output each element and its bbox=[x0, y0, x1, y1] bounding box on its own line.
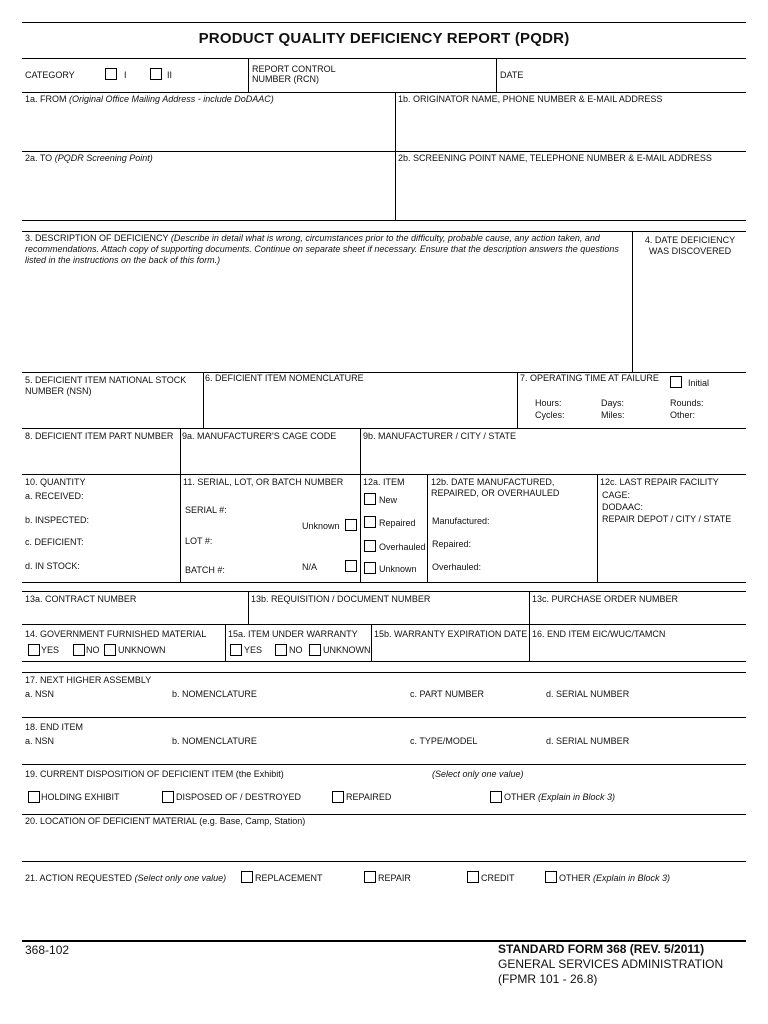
block-1a-note: (Original Office Mailing Address - include DoDAAC) bbox=[69, 94, 274, 104]
gfm-yes-checkbox[interactable] bbox=[28, 644, 40, 656]
block-5-line1: 5. DEFICIENT ITEM NATIONAL STOCK bbox=[25, 375, 187, 385]
replacement-checkbox[interactable] bbox=[241, 871, 253, 883]
rule bbox=[22, 861, 746, 862]
block-13a-label: 13a. CONTRACT NUMBER bbox=[25, 594, 137, 604]
block-4-line2: WAS DISCOVERED bbox=[648, 246, 732, 256]
block-13b-label: 13b. REQUISITION / DOCUMENT NUMBER bbox=[251, 594, 431, 604]
block-10-label: 10. QUANTITY bbox=[25, 477, 86, 487]
warranty-yes-label: YES bbox=[244, 645, 263, 655]
manufacturer-field[interactable] bbox=[363, 443, 743, 472]
initial-checkbox[interactable] bbox=[670, 376, 682, 388]
holding-exhibit-label: HOLDING EXHIBIT bbox=[41, 792, 120, 802]
divider bbox=[203, 372, 204, 428]
in-stock-label: d. IN STOCK: bbox=[25, 561, 80, 571]
date-label: DATE bbox=[500, 70, 524, 80]
divider bbox=[395, 92, 396, 220]
disposition-other-label bbox=[504, 792, 615, 803]
contract-number-field[interactable] bbox=[24, 606, 245, 622]
end-item-nsn-label: a. NSN bbox=[25, 736, 55, 746]
divider bbox=[248, 58, 249, 92]
block-6-label: 6. DEFICIENT ITEM NOMENCLATURE bbox=[205, 373, 364, 383]
date-field[interactable] bbox=[530, 60, 740, 90]
block-4-label bbox=[634, 235, 746, 257]
action-other-text: OTHER bbox=[559, 873, 591, 883]
gfm-yes-label: YES bbox=[41, 645, 60, 655]
nha-serial-number-label: d. SERIAL NUMBER bbox=[546, 689, 630, 699]
block-1a-label bbox=[25, 94, 274, 105]
warranty-no-label: NO bbox=[289, 645, 303, 655]
rcn-label-line2: NUMBER (RCN) bbox=[252, 74, 319, 84]
agency-name: GENERAL SERVICES ADMINISTRATION bbox=[498, 957, 724, 971]
credit-checkbox[interactable] bbox=[467, 871, 479, 883]
block-20-label: 20. LOCATION OF DEFICIENT MATERIAL (e.g. Base, Camp, Station) bbox=[25, 816, 306, 826]
deficient-label: c. DEFICIENT: bbox=[25, 537, 84, 547]
block-2a-label bbox=[25, 153, 153, 164]
rule bbox=[22, 151, 746, 152]
category-i-checkbox[interactable] bbox=[105, 68, 117, 80]
block-4-line1: 4. DATE DEFICIENCY bbox=[644, 235, 736, 245]
item-unknown-label: Unknown bbox=[379, 564, 417, 574]
block-21-label bbox=[25, 873, 226, 884]
category-ii-checkbox[interactable] bbox=[150, 68, 162, 80]
screening-point-field[interactable] bbox=[398, 165, 744, 218]
rcn-field[interactable] bbox=[340, 60, 490, 90]
block-9b-label: 9b. MANUFACTURER / CITY / STATE bbox=[363, 431, 517, 441]
form-code: 368-102 bbox=[25, 943, 70, 957]
item-repaired-label: Repaired bbox=[379, 518, 416, 528]
to-screening-field[interactable] bbox=[24, 165, 392, 218]
rounds-label: Rounds: bbox=[670, 398, 704, 408]
rule bbox=[22, 591, 746, 592]
divider bbox=[180, 428, 181, 582]
block-13c-label: 13c. PURCHASE ORDER NUMBER bbox=[532, 594, 679, 604]
block-3-note: (Describe in detail what is wrong, circumstances prior to the difficulty, probable cause, any action taken, and recommendations. Attach copy of supporting documents. Continue on separate sheet if necessary. Ensure that the description answers the questions listed in the instructions on the back of this form.) bbox=[25, 233, 619, 265]
divider bbox=[597, 474, 598, 582]
rule bbox=[22, 231, 746, 232]
serial-unknown-label: Unknown bbox=[302, 521, 340, 531]
block-2a-title: 2a. TO bbox=[25, 153, 53, 163]
block-19-select-note: (Select only one value) bbox=[432, 769, 524, 779]
nha-nomenclature-label: b. NOMENCLATURE bbox=[172, 689, 257, 699]
rcn-label-line1: REPORT CONTROL bbox=[252, 64, 336, 74]
divider bbox=[529, 624, 530, 661]
form-title: PRODUCT QUALITY DEFICIENCY REPORT (PQDR) bbox=[198, 30, 570, 47]
gfm-no-checkbox[interactable] bbox=[73, 644, 85, 656]
block-15b-label: 15b. WARRANTY EXPIRATION DATE bbox=[374, 629, 528, 639]
end-item-nomenclature-label: b. NOMENCLATURE bbox=[172, 736, 257, 746]
from-address-field[interactable] bbox=[24, 106, 392, 149]
action-other-label bbox=[559, 873, 670, 884]
repair-depot-label: REPAIR DEPOT / CITY / STATE bbox=[602, 514, 732, 524]
location-field[interactable] bbox=[24, 828, 744, 859]
rule bbox=[22, 92, 746, 93]
block-8-label: 8. DEFICIENT ITEM PART NUMBER bbox=[25, 431, 174, 441]
block-7-label: 7. OPERATING TIME AT FAILURE bbox=[520, 373, 659, 383]
overhauled-date-label: Overhauled: bbox=[432, 562, 482, 572]
action-other-checkbox[interactable] bbox=[545, 871, 557, 883]
batch-na-label: N/A bbox=[302, 562, 318, 572]
block-12b-line2: REPAIRED, OR OVERHAULED bbox=[431, 488, 560, 498]
block-3-label bbox=[25, 233, 630, 266]
rule bbox=[22, 58, 746, 59]
end-item-type-model-label: c. TYPE/MODEL bbox=[410, 736, 478, 746]
divider bbox=[248, 591, 249, 624]
divider bbox=[529, 591, 530, 624]
block-5-line2: NUMBER (NSN) bbox=[25, 386, 92, 396]
fpmr-reference: (FPMR 101 - 26.8) bbox=[498, 972, 598, 986]
rule bbox=[22, 672, 746, 673]
serial-label: SERIAL #: bbox=[185, 505, 227, 515]
repair-label: REPAIR bbox=[378, 873, 411, 883]
disposition-repaired-checkbox[interactable] bbox=[332, 791, 344, 803]
divider bbox=[632, 231, 633, 372]
block-21-title: 21. ACTION REQUESTED bbox=[25, 873, 133, 883]
block-9a-label: 9a. MANUFACTURER'S CAGE CODE bbox=[182, 431, 337, 441]
item-unknown-checkbox[interactable] bbox=[364, 562, 376, 574]
rule bbox=[22, 474, 746, 475]
nha-nsn-label: a. NSN bbox=[25, 689, 55, 699]
nha-part-number-label: c. PART NUMBER bbox=[410, 689, 485, 699]
warranty-unknown-label: UNKNOWN bbox=[323, 645, 371, 655]
batch-label: BATCH #: bbox=[185, 565, 225, 575]
miles-label: Miles: bbox=[601, 410, 625, 420]
block-11-label: 11. SERIAL, LOT, OR BATCH NUMBER bbox=[183, 477, 344, 487]
divider bbox=[360, 428, 361, 582]
holding-exhibit-checkbox[interactable] bbox=[28, 791, 40, 803]
hours-label: Hours: bbox=[535, 398, 562, 408]
date-discovered-field[interactable] bbox=[636, 262, 744, 370]
gfm-no-label: NO bbox=[86, 645, 100, 655]
block-18-label: 18. END ITEM bbox=[25, 722, 84, 732]
disposition-other-note: (Explain in Block 3) bbox=[538, 792, 616, 802]
item-overhauled-label: Overhauled bbox=[379, 542, 426, 552]
replacement-label: REPLACEMENT bbox=[255, 873, 323, 883]
requisition-field[interactable] bbox=[251, 606, 526, 622]
block-15a-label: 15a. ITEM UNDER WARRANTY bbox=[228, 629, 358, 639]
block-16-label: 16. END ITEM EIC/WUC/TAMCN bbox=[532, 629, 666, 639]
block-2a-note: (PQDR Screening Point) bbox=[54, 153, 153, 163]
batch-na-checkbox[interactable] bbox=[345, 560, 357, 572]
end-item-serial-number-label: d. SERIAL NUMBER bbox=[546, 736, 630, 746]
block-2b-label: 2b. SCREENING POINT NAME, TELEPHONE NUMBER & E-MAIL ADDRESS bbox=[398, 153, 712, 163]
rule bbox=[22, 814, 746, 815]
warranty-no-checkbox[interactable] bbox=[275, 644, 287, 656]
block-19-label: 19. CURRENT DISPOSITION OF DEFICIENT ITEM (the Exhibit) bbox=[25, 769, 284, 779]
form-name: STANDARD FORM 368 (REV. 5/2011) bbox=[498, 942, 705, 956]
divider bbox=[496, 58, 497, 92]
rule bbox=[22, 661, 746, 662]
disposed-checkbox[interactable] bbox=[162, 791, 174, 803]
item-new-checkbox[interactable] bbox=[364, 493, 376, 505]
block-12b-line1: 12b. DATE MANUFACTURED, bbox=[431, 477, 555, 487]
disposition-repaired-label: REPAIRED bbox=[346, 792, 392, 802]
rule bbox=[22, 764, 746, 765]
warranty-unknown-checkbox[interactable] bbox=[309, 644, 321, 656]
credit-label: CREDIT bbox=[481, 873, 515, 883]
end-item-code-field[interactable] bbox=[532, 641, 744, 659]
rule bbox=[22, 717, 746, 718]
manufactured-label: Manufactured: bbox=[432, 516, 490, 526]
block-12a-label: 12a. ITEM bbox=[363, 477, 405, 487]
rule bbox=[22, 582, 746, 583]
top-rule bbox=[22, 22, 746, 23]
cycles-label: Cycles: bbox=[535, 410, 565, 420]
purchase-order-field[interactable] bbox=[532, 606, 744, 622]
divider bbox=[427, 474, 428, 582]
originator-field[interactable] bbox=[398, 106, 744, 149]
rule bbox=[22, 220, 746, 221]
block-17-label: 17. NEXT HIGHER ASSEMBLY bbox=[25, 675, 152, 685]
warranty-yes-checkbox[interactable] bbox=[230, 644, 242, 656]
category-label: CATEGORY bbox=[25, 70, 75, 80]
disposition-other-checkbox[interactable] bbox=[490, 791, 502, 803]
received-label: a. RECEIVED: bbox=[25, 491, 84, 501]
days-label: Days: bbox=[601, 398, 625, 408]
gfm-unknown-label: UNKNOWN bbox=[118, 645, 166, 655]
divider bbox=[517, 372, 518, 428]
gfm-unknown-checkbox[interactable] bbox=[104, 644, 116, 656]
description-field[interactable] bbox=[24, 268, 629, 370]
serial-unknown-checkbox[interactable] bbox=[345, 519, 357, 531]
other-time-label: Other: bbox=[670, 410, 696, 420]
nomenclature-field[interactable] bbox=[206, 386, 514, 426]
category-ii-label: II bbox=[167, 70, 173, 80]
disposed-label: DISPOSED OF / DESTROYED bbox=[176, 792, 302, 802]
disposition-other-text: OTHER bbox=[504, 792, 536, 802]
warranty-date-field[interactable] bbox=[374, 641, 526, 659]
item-overhauled-checkbox[interactable] bbox=[364, 540, 376, 552]
rule bbox=[22, 428, 746, 429]
repaired-date-label: Repaired: bbox=[432, 539, 472, 549]
block-3-title: 3. DESCRIPTION OF DEFICIENCY bbox=[25, 233, 169, 243]
block-21-select-note: (Select only one value) bbox=[134, 873, 227, 883]
cage-code-field[interactable] bbox=[183, 443, 358, 472]
divider bbox=[371, 624, 372, 661]
block-12c-label: 12c. LAST REPAIR FACILITY bbox=[600, 477, 719, 487]
item-new-label: New bbox=[379, 495, 398, 505]
dodaac-label: DODAAC: bbox=[602, 502, 644, 512]
lot-label: LOT #: bbox=[185, 536, 213, 546]
block-1a-title: 1a. FROM bbox=[25, 94, 67, 104]
action-other-note: (Explain in Block 3) bbox=[593, 873, 671, 883]
cage-label: CAGE: bbox=[602, 490, 631, 500]
repair-checkbox[interactable] bbox=[364, 871, 376, 883]
initial-label: Initial bbox=[688, 378, 710, 388]
block-14-label: 14. GOVERNMENT FURNISHED MATERIAL bbox=[25, 629, 207, 639]
block-1b-label: 1b. ORIGINATOR NAME, PHONE NUMBER & E-MAIL ADDRESS bbox=[398, 94, 663, 104]
rule bbox=[22, 624, 746, 625]
nsn-field[interactable] bbox=[24, 398, 200, 426]
divider bbox=[225, 624, 226, 661]
item-repaired-checkbox[interactable] bbox=[364, 516, 376, 528]
part-number-field[interactable] bbox=[24, 443, 177, 472]
inspected-label: b. INSPECTED: bbox=[25, 515, 90, 525]
category-i-label: I bbox=[124, 70, 127, 80]
